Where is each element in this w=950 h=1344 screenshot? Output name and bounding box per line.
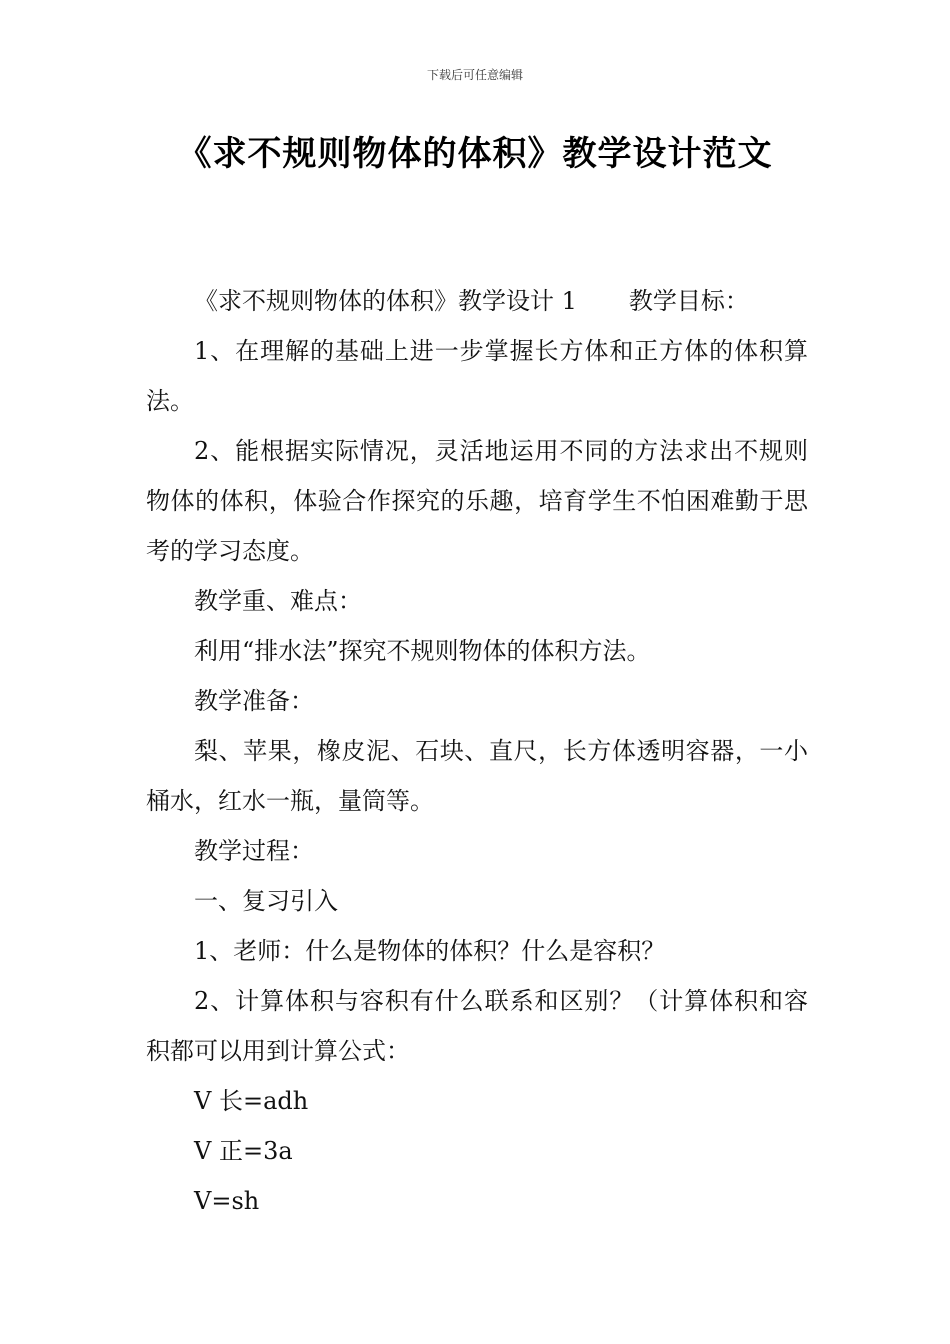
subtitle-left: 《求不规则物体的体积》教学设计 1 [194,287,577,315]
objective-1: 1、在理解的基础上进一步掌握长方体和正方体的体积算法。 [146,337,808,415]
document-title: 《求不规则物体的体积》教学设计范文 [177,134,773,174]
section-review-intro: 一、复习引入 [194,887,338,915]
process-heading: 教学过程： [194,837,314,865]
header-note: 下载后可任意编辑 [426,68,523,82]
key-points-heading: 教学重、难点： [194,587,362,615]
document-body [146,276,808,1226]
subtitle-line [146,276,808,326]
preparation-heading: 教学准备： [194,687,314,715]
formula-cuboid: V 长=adh [194,1087,309,1115]
preparation-text: 梨、苹果，橡皮泥、石块、直尺，长方体透明容器，一小桶水，红水一瓶，量筒等。 [146,737,808,815]
formula-general: V=sh [194,1187,260,1215]
subtitle-right: 教学目标： [628,287,749,315]
key-points-text: 利用“排水法”探究不规则物体的体积方法。 [194,637,651,665]
objective-2: 2、能根据实际情况，灵活地运用不同的方法求出不规则物体的体积，体验合作探究的乐趣，培育学生不怕困难勤于思考的学习态度。 [146,437,808,565]
formula-cube: V 正=3a [194,1137,293,1165]
review-question-1: 1、老师：什么是物体的体积？什么是容积？ [194,937,666,965]
review-question-2: 2、计算体积与容积有什么联系和区别？（计算体积和容积都可以用到计算公式： [146,987,808,1065]
